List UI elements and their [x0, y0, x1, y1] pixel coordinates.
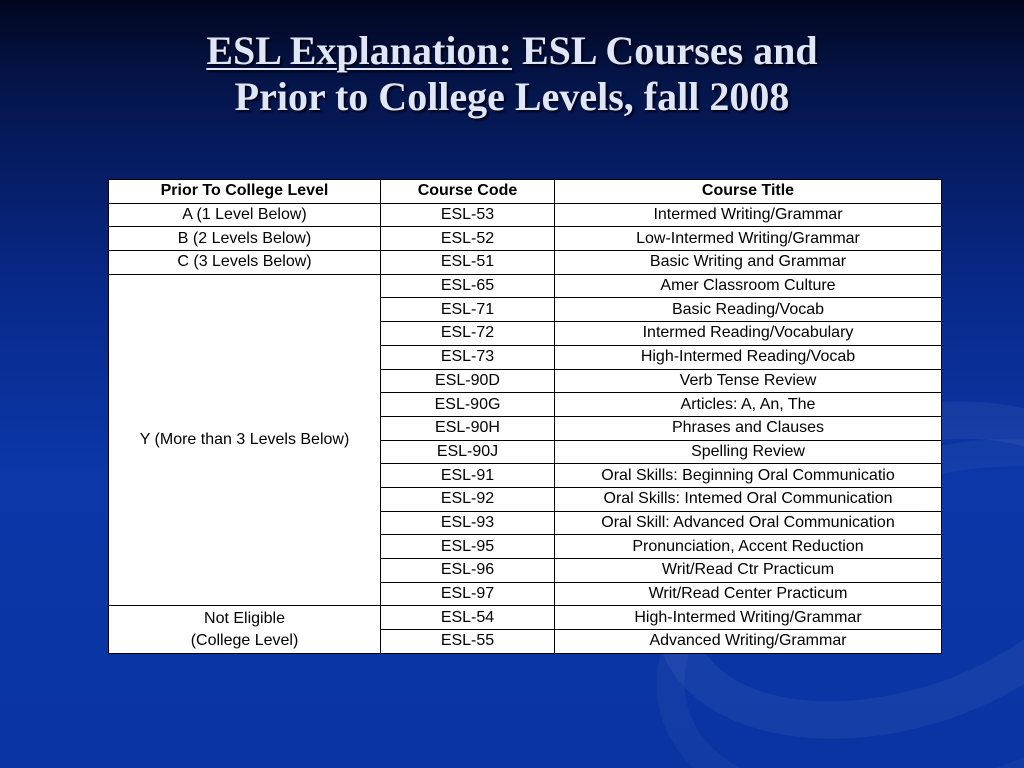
course-title-cell: Advanced Writing/Grammar [555, 630, 942, 654]
course-title-cell: Intermed Writing/Grammar [555, 203, 942, 227]
course-code-cell: ESL-53 [381, 203, 555, 227]
table-header-row [109, 180, 942, 204]
table-row [109, 227, 942, 251]
course-title-cell: Amer Classroom Culture [555, 274, 942, 298]
title-underlined-part: ESL Explanation: [206, 28, 512, 73]
course-title-cell: Oral Skill: Advanced Oral Communication [555, 511, 942, 535]
level-cell [109, 606, 381, 653]
header-course-title: Course Title [555, 180, 942, 204]
esl-courses-table [108, 179, 942, 654]
course-title-cell: Basic Writing and Grammar [555, 251, 942, 275]
course-code-cell: ESL-90H [381, 416, 555, 440]
course-code-cell: ESL-73 [381, 345, 555, 369]
course-title-cell: High-Intermed Reading/Vocab [555, 345, 942, 369]
level-text: A (1 Level Below) [182, 206, 307, 224]
level-cell [109, 274, 381, 606]
course-code-cell: ESL-97 [381, 582, 555, 606]
course-title-cell: Writ/Read Ctr Practicum [555, 559, 942, 583]
course-title-cell: Articles: A, An, The [555, 393, 942, 417]
table-row [109, 251, 942, 275]
level-text: B (2 Levels Below) [177, 229, 312, 247]
slide-title [0, 28, 1024, 120]
course-title-cell: Oral Skills: Beginning Oral Communicatio [555, 464, 942, 488]
course-title-cell: Basic Reading/Vocab [555, 298, 942, 322]
table-row [109, 274, 942, 298]
table-row [109, 203, 942, 227]
course-code-cell: ESL-90D [381, 369, 555, 393]
course-code-cell: ESL-71 [381, 298, 555, 322]
level-cell [109, 227, 381, 251]
course-code-cell: ESL-55 [381, 630, 555, 654]
course-code-cell: ESL-51 [381, 251, 555, 275]
course-title-cell: Verb Tense Review [555, 369, 942, 393]
level-text: C (3 Levels Below) [177, 253, 312, 271]
level-text: (College Level) [190, 631, 299, 649]
title-rest-line1: ESL Courses and [522, 28, 818, 73]
course-code-cell: ESL-90J [381, 440, 555, 464]
course-title-cell: Oral Skills: Intemed Oral Communication [555, 487, 942, 511]
course-code-cell: ESL-93 [381, 511, 555, 535]
course-code-cell: ESL-72 [381, 322, 555, 346]
course-code-cell: ESL-92 [381, 487, 555, 511]
level-cell [109, 251, 381, 275]
course-code-cell: ESL-52 [381, 227, 555, 251]
course-title-cell: Writ/Read Center Practicum [555, 582, 942, 606]
level-text: Y (More than 3 Levels Below) [139, 431, 350, 449]
course-title-cell: Phrases and Clauses [555, 416, 942, 440]
course-code-cell: ESL-90G [381, 393, 555, 417]
course-title-cell: Intermed Reading/Vocabulary [555, 322, 942, 346]
course-code-cell: ESL-65 [381, 274, 555, 298]
course-title-cell: Spelling Review [555, 440, 942, 464]
header-prior-to-college-level: Prior To College Level [109, 180, 381, 204]
level-text: Not Eligible [204, 609, 285, 627]
header-course-code: Course Code [381, 180, 555, 204]
course-title-cell: High-Intermed Writing/Grammar [555, 606, 942, 630]
course-title-cell: Pronunciation, Accent Reduction [555, 535, 942, 559]
table-row [109, 606, 942, 630]
table-body [109, 203, 942, 653]
course-code-cell: ESL-95 [381, 535, 555, 559]
level-cell [109, 203, 381, 227]
course-code-cell: ESL-96 [381, 559, 555, 583]
course-code-cell: ESL-54 [381, 606, 555, 630]
course-title-cell: Low-Intermed Writing/Grammar [555, 227, 942, 251]
title-line2: Prior to College Levels, fall 2008 [234, 74, 790, 119]
course-code-cell: ESL-91 [381, 464, 555, 488]
